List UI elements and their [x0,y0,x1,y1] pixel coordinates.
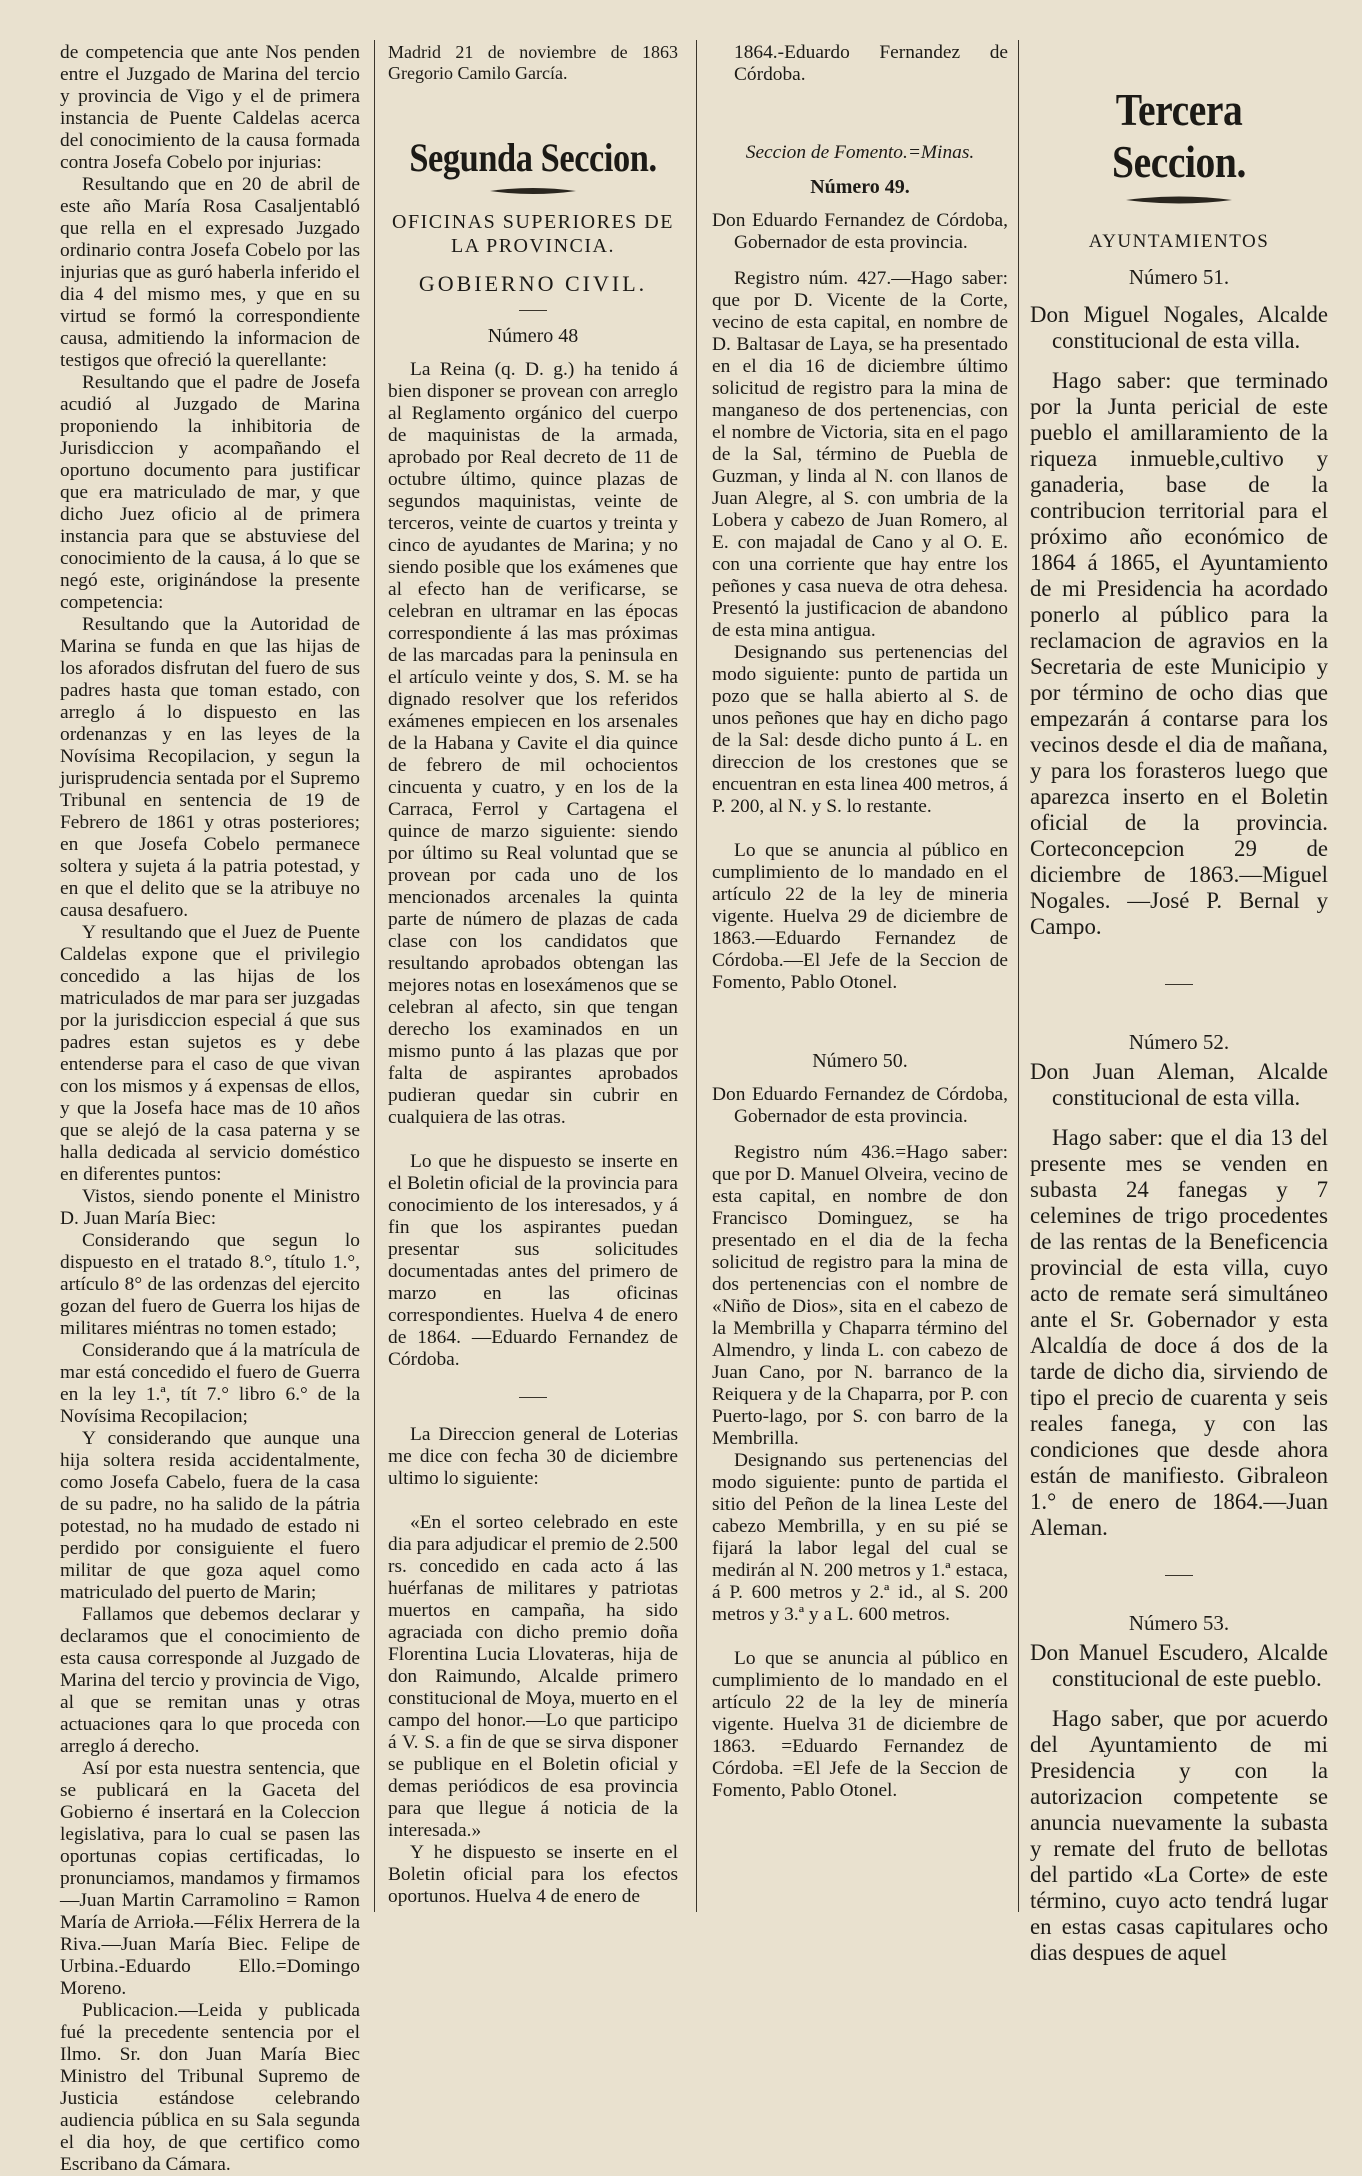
divider [1165,984,1193,985]
notice-heading: Don Eduardo Fernandez de Córdoba, Gobernador de esta provincia. [712,210,1008,253]
paragraph: Hago saber, que por acuerdo del Ayuntamiento de mi Presidencia y con la autorizacion competente se anuncia nuevamente la subasta y remate del fruto de bellotas del partido «La Corte» de este término, cuyo acto tendrá lugar en estas casas capitulares ocho dias despues de aquel [1030,1706,1328,1965]
paragraph: Designando sus pertenencias del modo siguiente: punto de partida el sitio del Peñon de la linea Leste del cabezo Membrilla, y en su pié se fijará la labor legal del cual se medirán al N. 200 metros y 1.ª estaca, á P. 600 metros y 2.ª id., al S. 200 metros y 3.ª y a L. 600 metros. [712,1450,1008,1625]
notice-number: Número 53. [1128,1611,1230,1635]
column-4 [1030,42,1328,1965]
notice-number: Número 50. [812,1050,908,1072]
paragraph: Considerando que á la matrícula de mar está concedido el fuero de Guerra en la ley 1.ª, tít 7.° libro 6.° de la Novísima Recopilacion; [60,1340,360,1427]
paragraph: Registro núm. 427.—Hago saber: que por D. Vicente de la Corte, vecino de esta capital, en nombre de D. Baltasar de Laya, se ha presentado en el dia 16 de diciembre último solicitud de registro para la mina de manganeso de dos pertenencias, con el nombre de Victoria, sita en el pago de la Sal, término de Puebla de Guzman, y linda al N. con llanos de Juan Alegre, al S. con umbria de la Lobera y cabezo de Juan Romero, al E. con majadal de Cano y al O. E. con una corriente que hay entre los peñones y casa nueva de otra dehesa. Presentó la justificacion de abandono de esta mina antigua. [712,268,1008,641]
divider [519,1397,547,1398]
government-heading: GOBIERNO CIVIL. [418,271,648,296]
paragraph: 1864.-Eduardo Fernandez de Córdoba. [734,42,1008,85]
notice-heading: Don Miguel Nogales, Alcalde constitucional de esta villa. [1030,302,1328,353]
notice-heading: Don Manuel Escudero, Alcalde constitucional de este pueblo. [1030,1640,1328,1691]
paragraph: Publicacion.—Leida y publicada fué la precedente sentencia por el Ilmo. Sr. don Juan María Biec Ministro del Tribunal Supremo de Justicia estándose celebrando audiencia pública en su Sala segunda el dia hoy, de que certifico como Escribano da Cámara. [60,2000,360,2175]
divider [1165,1575,1193,1576]
paragraph: Lo que he dispuesto se inserte en el Boletin oficial de la provincia para conocimiento de los interesados, y á fin que los aspirantes puedan presentar sus solicitudes documentadas antes del primero de marzo en las oficinas correspondientes. Huelva 4 de enero de 1864. —Eduardo Fernandez de Córdoba. [388,1151,678,1370]
paragraph: Resultando que el padre de Josefa acudió al Juzgado de Marina proponiendo la inhibitoria de Jurisdiccion y acompañando el oportuno documento para justificar que era matriculado de mar, y que dicho Juez oficio al de primera instancia para que se abstuviese del conocimiento de la causa, á lo que se negó este, originándose la presente competencia: [60,372,360,613]
divider [519,310,547,311]
ornament-divider [1124,194,1234,206]
office-heading: OFICINAS SUPERIORES DE LA PROVINCIA. [392,211,674,257]
column-rule [374,40,375,1912]
column-1 [60,42,360,2175]
paragraph: La Direccion general de Loterias me dice con fecha 30 de diciembre ultimo lo siguiente: [388,1424,678,1489]
paragraph: Y considerando que aunque una hija soltera resida accidentalmente, como Josefa Cabelo, fuera de la casa de su padre, no ha salido de la pátria potestad, no ha mudado de estado ni perdido por consiguiente el fuero militar de que goza aquel como matriculado del puerto de Marin; [60,1428,360,1603]
notice-heading: Don Juan Aleman, Alcalde constitucional de esta villa. [1030,1059,1328,1110]
paragraph: Y resultando que el Juez de Puente Caldelas expone que el privilegio concedido a las hijas de los matriculados de mar para ser juzgadas por la jurisdiccion especial á que sus padres estan sujetos es y debe entenderse para el caso de que vivan con los mismos y á expensas de ellos, y que la Josefa hace mas de 10 años que se alejó de la casa paterna y se halla dedicada al servicio doméstico en diferentes puntos: [60,922,360,1185]
paragraph: Fallamos que debemos declarar y declaramos que el conocimiento de esta causa corresponde al Juzgado de Marina del tercio y provincia de Vigo, al que se remitan unas y otras actuaciones qara lo que proceda con arreglo á derecho. [60,1604,360,1757]
ornament-divider [488,186,578,196]
paragraph: Y he dispuesto se inserte en el Boletin oficial para los efectos oportunos. Huelva 4 de enero de [388,1842,678,1907]
section-heading: Seccion de Fomento.=Minas. [745,142,975,163]
column-3 [712,42,1008,1914]
paragraph: Resultando que en 20 de abril de este año María Rosa Casaljentabló que rella en el expresado Juzgado ordinario contra Josefa Cobelo por las injurias que as guró haberla inferido el dia 4 del mismo mes, y que en su virtud se formó la correspondiente causa, admitiendo la informacion de testigos que ofreció la querellante: [60,174,360,371]
paragraph: Lo que se anuncia al público en cumplimiento de lo mandado en el artículo 22 de la ley de mineria vigente. Huelva 29 de diciembre de 1863.—Eduardo Fernandez de Córdoba.—El Jefe de la Seccion de Fomento, Pablo Otonel. [712,840,1008,993]
paragraph: Considerando que segun lo dispuesto en el tratado 8.°, título 1.°, artículo 8° de las ordenzas del ejercito gozan del fuero de Guerra los hijas de militares miéntras no tomen estado; [60,1230,360,1339]
paragraph: Lo que se anuncia al público en cumplimiento de lo mandado en el artículo 22 de la ley de minería vigente. Huelva 31 de diciembre de 1863. =Eduardo Fernandez de Córdoba. =El Jefe de la Seccion de Fomento, Pablo Otonel. [712,1648,1008,1801]
column-2 [388,42,678,1914]
paragraph: La Reina (q. D. g.) ha tenido á bien disponer se provean con arreglo al Reglamento orgánico del cuerpo de maquinistas de la armada, aprobado por Real decreto de 11 de octubre último, quince plazas de segundos maquinistas, veinte de terceros, veinte de cuartos y treinta y cinco de ayudantes de Marina; y no siendo posible que los exámenes que al efecto han de verificarse, se celebran en ultramar en las épocas correspondiente á las mas próximas de las marcadas para la peninsula en el artículo veinte y dos, S. M. se ha dignado resolver que los referidos exámenes empiecen en los arsenales de la Habana y Cavite el dia quince de febrero de mil ochocientos cincuenta y cuatro, y en los de la Carraca, Ferrol y Cartagena el quince de marzo siguiente: siendo por último su Real voluntad que se provean por cada uno de los mencionados arcenales la quinta parte de número de plazas de cada clase con los candidatos que resultando aprobados obtengan las mejores notas en losexámenos que se celebran al afecto, sin que tengan derecho los examinados en un mismo punto á las plazas que por falta de aspirantes aprobados pudieran quedar sin cubrir en cualquiera de las otras. [388,359,678,1128]
ayuntamientos-heading: AYUNTAMIENTOS [1088,231,1270,252]
paragraph: Hago saber: que el dia 13 del presente mes se venden en subasta 24 fanegas y 7 celemines de trigo procedentes de las rentas de la Beneficencia provincial de esta villa, cuyo acto de remate será simultáneo ante el Sr. Gobernador y esta Alcaldía de doce á dos de la tarde de dicho dia, sirviendo de tipo el precio de cuarenta y seis reales fanega, y con las condiciones que desde ahora están de manifiesto. Gibraleon 1.° de enero de 1864.—Juan Aleman. [1030,1125,1328,1540]
column-rule [696,40,697,1912]
section-title: Segunda Seccion. [409,135,657,180]
notice-heading: Don Eduardo Fernandez de Córdoba, Gobernador de esta provincia. [712,1084,1008,1127]
column-rule [1018,40,1019,1912]
paragraph: Así por esta nuestra sentencia, que se publicará en la Gaceta del Gobierno é insertará en la Coleccion legislativa, para lo cual se pasen las oportunas copias certificadas, lo pronunciamos, mandamos y firmamos —Juan Martin Carramolino = Ramon María de Arrioła.—Félix Herrera de la Riva.—Juan María Biec. Felipe de Urbina.-Eduardo Ello.=Domingo Moreno. [60,1758,360,1999]
paragraph: Vistos, siendo ponente el Ministro D. Juan María Biec: [60,1186,360,1229]
paragraph: Hago saber: que terminado por la Junta pericial de este pueblo el amillaramiento de la riqueza inmueble,cultivo y ganaderia, base de la contribucion territorial para el próximo año económico de 1864 á 1865, el Ayuntamiento de mi Presidencia ha acordado ponerlo al público para la reclamacion de agravios en la Secretaria de este Municipio y por término de ocho dias que empezarán á contarse para los vecinos desde el dia de mañana, y para los forasteros luego que aparezca inserto en el Boletin oficial de la provincia. Corteconcepcion 29 de diciembre de 1863.—Miguel Nogales. —José P. Bernal y Campo. [1030,368,1328,939]
paragraph: Registro núm 436.=Hago saber: que por D. Manuel Olveira, vecino de esta capital, en nombre de don Francisco Dominguez, se ha presentado en el dia de la fecha solicitud de registro para la mina de dos pertenencias con el nombre de «Niño de Dios», sita en el cabezo de la Membrilla y Chaparra término del Almendro, y linda L. con cabezo de Juan Cano, por N. barranco de la Reiquera y de la Chaparra, por P. con Puerto-lago, por S. con barro de la Membrilla. [712,1142,1008,1449]
notice-number: Número 51. [1128,265,1230,289]
paragraph: Designando sus pertenencias del modo siguiente: punto de partida un pozo que se halla abierto al S. de unos peñones que hay en dicho pago de la Sal: desde dicho punto á L. en direccion de los crestones que se encuentran en esta linea 400 metros, á P. 200, al N. y S. lo restante. [712,642,1008,817]
paragraph: Resultando que la Autoridad de Marina se funda en que las hijas de los aforados disfrutan del fuero de sus padres hasta que toman estado, con arreglo á lo dispuesto en las ordenanzas y en las leyes de la Novísima Recopilacion, y segun la jurisprudencia sentada por el Supremo Tribunal en sentencia de 19 de Febrero de 1861 y otras posteriores; en que Josefa Cobelo permanece soltera y sujeta á la patria potestad, y en que el delito que se la atribuye no causa desafuero. [60,614,360,921]
dateline: Madrid 21 de noviembre de 1863 Gregorio Camilo García. [388,42,678,83]
section-title: Tercera Seccion. [1112,84,1246,187]
paragraph: «En el sorteo celebrado en este dia para adjudicar el premio de 2.500 rs. concedido en cada acto á las huérfanas de militares y patriotas muertos en campaña, ha sido agraciada con dicho premio doña Florentina Lucia Llovateras, hija de don Raimundo, Alcalde primero constitucional de Moya, muerto en el campo del honor.—Lo que participo á V. S. a fin de que se sirva disponer se publique en el Boletin oficial y demas periódicos de esa provincia para que llegue á noticia de la interesada.» [388,1512,678,1841]
notice-number: Número 52. [1128,1030,1230,1054]
notice-number: Número 49. [810,176,910,198]
paragraph: de competencia que ante Nos penden entre el Juzgado de Marina del tercio y provincia de Vigo y el de primera instancia de Puente Caldelas acerca del conocimiento de la causa formada contra Josefa Cobelo por injurias: [60,42,360,173]
notice-number: Número 48 [487,325,579,347]
